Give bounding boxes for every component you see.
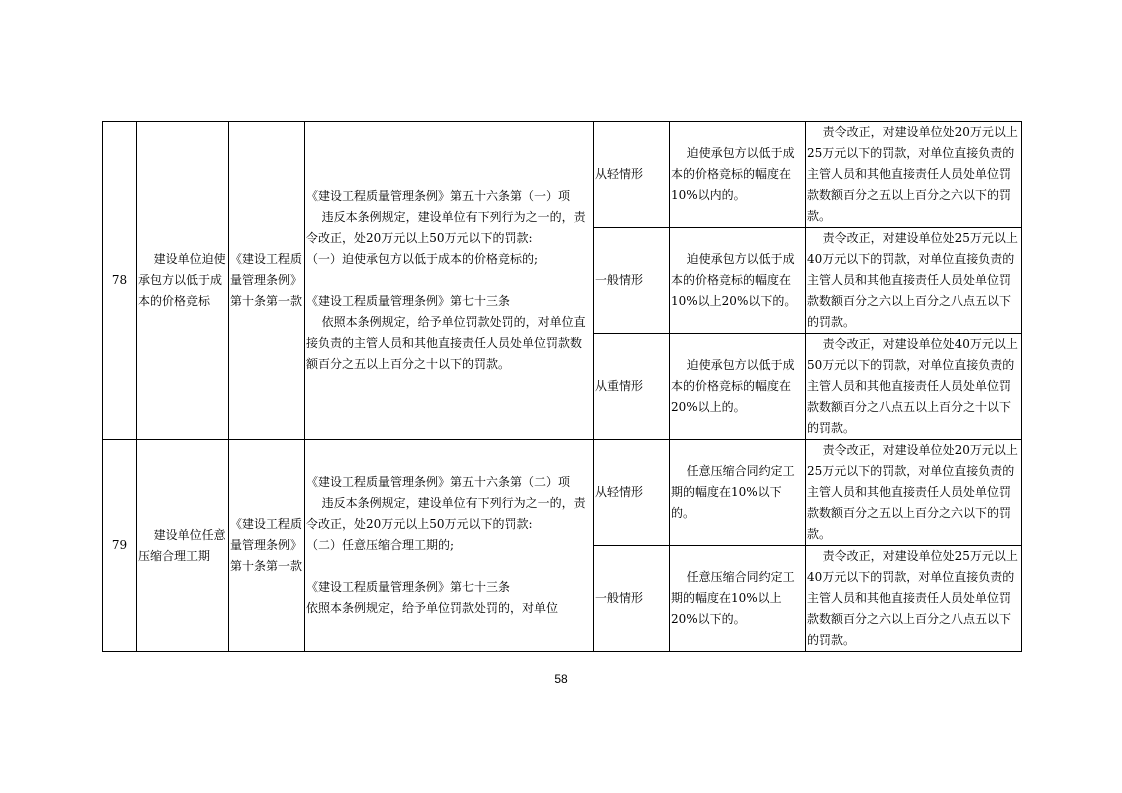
page-number: 58 [554, 672, 568, 686]
basis-line: （二）任意压缩合理工期的; [306, 538, 455, 552]
circumstance-description: 迫使承包方以低于成本的价格竞标的幅度在20%以上的。 [670, 334, 806, 440]
penalty-basis [305, 122, 594, 440]
basis-line: 依照本条例规定，给予单位罚款处罚的，对单位 [306, 601, 559, 615]
severity-level: 从轻情形 [594, 122, 670, 228]
circumstance-description: 任意压缩合同约定工期的幅度在10%以下的。 [670, 440, 806, 546]
basis-line: 违反本条例规定，建设单位有下列行为之一的，责令改正，处20万元以上50万元以下的罚款: [306, 210, 586, 245]
severity-level: 从重情形 [594, 334, 670, 440]
penalty-standard: 责令改正，对建设单位处40万元以上50万元以下的罚款，对单位直接负责的主管人员和其他直接责任人员处单位罚款数额百分之八点五以上百分之十以下的罚款。 [806, 334, 1022, 440]
basis-line: （一）迫使承包方以低于成本的价格竞标的; [306, 252, 539, 266]
table-row [103, 122, 1022, 228]
severity-level: 一般情形 [594, 228, 670, 334]
violation-name: 建设单位迫使承包方以低于成本的价格竞标 [137, 122, 229, 440]
basis-line: 《建设工程质量管理条例》第七十三条 [306, 294, 511, 308]
circumstance-description: 任意压缩合同约定工期的幅度在10%以上20%以下的。 [670, 546, 806, 652]
violation-name: 建设单位任意压缩合理工期 [137, 440, 229, 652]
basis-line: 《建设工程质量管理条例》第五十六条第（一）项 [306, 189, 571, 203]
row-number: 79 [103, 440, 137, 652]
penalty-standard: 责令改正，对建设单位处25万元以上40万元以下的罚款，对单位直接负责的主管人员和其他直接责任人员处单位罚款数额百分之六以上百分之八点五以下的罚款。 [806, 228, 1022, 334]
basis-line: 依照本条例规定，给予单位罚款处罚的，对单位直接负责的主管人员和其他直接责任人员处单位罚款数额百分之五以上百分之十以下的罚款。 [306, 315, 586, 371]
basis-line [306, 270, 592, 291]
basis-line: 《建设工程质量管理条例》第五十六条第（二）项 [306, 475, 571, 489]
penalty-table [102, 121, 1022, 652]
penalty-standard: 责令改正，对建设单位处25万元以上40万元以下的罚款，对单位直接负责的主管人员和其他直接责任人员处单位罚款数额百分之六以上百分之八点五以下的罚款。 [806, 546, 1022, 652]
severity-level: 一般情形 [594, 546, 670, 652]
basis-line: 《建设工程质量管理条例》第七十三条 [306, 580, 511, 594]
law-reference: 《建设工程质量管理条例》第十条第一款 [229, 122, 305, 440]
penalty-standard: 责令改正，对建设单位处20万元以上25万元以下的罚款，对单位直接负责的主管人员和其他直接责任人员处单位罚款数额百分之五以上百分之六以下的罚款。 [806, 122, 1022, 228]
circumstance-description: 迫使承包方以低于成本的价格竞标的幅度在10%以内的。 [670, 122, 806, 228]
penalty-standard: 责令改正，对建设单位处20万元以上25万元以下的罚款，对单位直接负责的主管人员和其他直接责任人员处单位罚款数额百分之五以上百分之六以下的罚款。 [806, 440, 1022, 546]
circumstance-description: 迫使承包方以低于成本的价格竞标的幅度在10%以上20%以下的。 [670, 228, 806, 334]
table-row [103, 440, 1022, 546]
basis-line [306, 556, 592, 577]
law-reference: 《建设工程质量管理条例》第十条第一款 [229, 440, 305, 652]
basis-line: 违反本条例规定，建设单位有下列行为之一的，责令改正，处20万元以上50万元以下的罚款: [306, 496, 586, 531]
severity-level: 从轻情形 [594, 440, 670, 546]
penalty-basis [305, 440, 594, 652]
row-number: 78 [103, 122, 137, 440]
